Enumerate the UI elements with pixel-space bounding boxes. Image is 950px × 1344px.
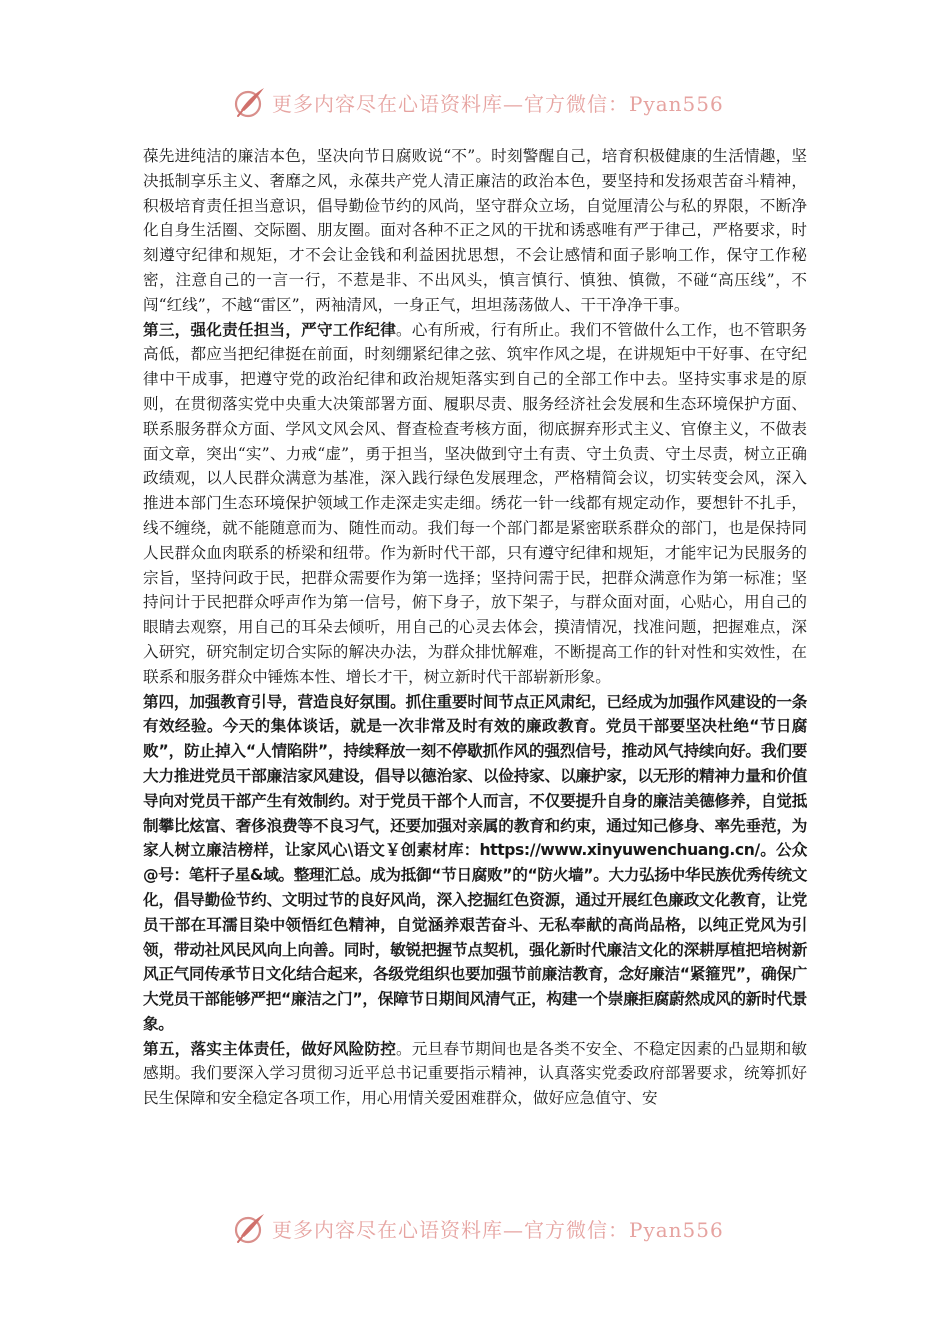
- section-heading: 第三，强化责任担当，严守工作纪律: [143, 320, 397, 339]
- footer-banner: [232, 1208, 752, 1248]
- paragraph-text: 。心有所戒，行有所止。我们不管做什么工作，也不管职务高低，都应当把纪律挺在前面，时刻绷紧纪律之弦、筑牢作风之堤，在讲规矩中干好事、在守纪律中干成事，把遵守党的政治纪律和政治规矩落实到自己的全部工作中去。坚持实事求是的原则，在贯彻落实党中央重大决策部署方面、履职尽责、服务经济社会发展和生态环境保护方面、联系服务群众方面、学风文风会风、督查检查考核方面，彻底摒弃形式主义、官僚主义，不做表面文章，突出“实”、力戒“虚”，勇于担当，坚决做到守土有责、守土负责、守土尽责，树立正确政绩观，以人民群众满意为基准，深入践行绿色发展理念，严格精简会议，切实转变会风，深入推进本部门生态环境保护领域工作走深走实走细。绣花一针一线都有规定动作，要想针不扎手，线不缠绕，就不能随意而为、随性而动。我们每一个部门都是紧密联系群众的部门，也是保持同人民群众血肉联系的桥梁和纽带。作为新时代干部，只有遵守纪律和规矩，才能牢记为民服务的宗旨，坚持问政于民，把群众需要作为第一选择；坚持问需于民，把群众满意作为第一标准；坚持问计于民把群众呼声作为第一信号，俯下身子，放下架子，与群众面对面，心贴心，用自己的眼睛去观察，用自己的耳朵去倾听，用自己的心灵去体会，摸清情况，找准问题，把握难点，深入研究，研究制定切合实际的解决办法，为群众排忧解难，不断提高工作的针对性和实效性，在联系和服务群众中锤炼本性、增长才干，树立新时代干部崭新形象。: [143, 320, 807, 686]
- header-banner: [232, 82, 752, 122]
- paragraph-text: 。元旦春节期间也是各类不安全、不稳定因素的凸显期和敏感期。我们要深入学习贯彻习近平总书记重要指示精神，认真落实党委政府部署要求，统筹抓好民生保障和安全稳定各项工作，用心用情关爱困难群众，做好应急值守、安: [143, 1039, 807, 1108]
- paragraph-4: [143, 1037, 807, 1111]
- paragraph-text: 第四，加强教育引导，营造良好氛围。抓住重要时间节点正风肃纪，已经成为加强作风建设的一条有效经验。今天的集体谈话，就是一次非常及时有效的廉政教育。党员干部要坚决杜绝“节日腐败”，防止掉入“人情陷阱”，持续释放一刻不停歇抓作风的强烈信号，推动风气持续向好。我们要大力推进党员干部廉洁家风建设，倡导以德治家、以俭持家、以廉护家，以无形的精神力量和价值导向对党员干部产生有效制约。对于党员干部个人而言，不仅要提升自身的廉洁美德修养，自觉抵制攀比炫富、奢侈浪费等不良习气，还要加强对亲属的教育和约束，通过知己修身、率先垂范，为家人树立廉洁榜样，让家风心\语文￥创素材库：https://www.xinyuwenchuang.cn/。公众@号：笔杆子星&域。整理汇总。成为抵御“节日腐败”的“防火墙”。大力弘扬中华民族优秀传统文化，倡导勤俭节约、文明过节的良好风尚，深入挖掘红色资源，通过开展红色廉政文化教育，让党员干部在耳濡目染中领悟红色精神，自觉涵养艰苦奋斗、无私奉献的高尚品格，以纯正党风为引领，带动社风民风向上向善。同时，敏锐把握节点契机，强化新时代廉洁文化的深耕厚植把培树新风正气同传承节日文化结合起来，各级党组织也要加强节前廉洁教育，念好廉洁“紧箍咒”，确保广大党员干部能够严把“廉洁之门”，保障节日期间风清气正，构建一个崇廉拒腐蔚然成风的新时代景象。: [143, 692, 807, 1033]
- section-heading: 第五，落实主体责任，做好风险防控: [143, 1039, 397, 1058]
- paragraph-3: [143, 690, 807, 1037]
- paragraph-1: [143, 144, 807, 318]
- article-body: [143, 144, 807, 1111]
- paragraph-2: [143, 318, 807, 690]
- quill-logo-icon: [232, 84, 268, 120]
- banner-text: 更多内容尽在心语资料库—官方微信：Pyan556: [272, 91, 724, 116]
- quill-logo-icon: [232, 1210, 268, 1246]
- paragraph-text: 葆先进纯洁的廉洁本色，坚决向节日腐败说“不”。时刻警醒自己，培育积极健康的生活情趣，坚决抵制享乐主义、奢靡之风，永葆共产党人清正廉洁的政治本色，要坚持和发扬艰苦奋斗精神，积极培育责任担当意识，倡导勤俭节约的风尚，坚守群众立场，自觉厘清公与私的界限，不断净化自身生活圈、交际圈、朋友圈。面对各种不正之风的干扰和诱惑唯有严于律己，严格要求，时刻遵守纪律和规矩，才不会让金钱和利益困扰思想，不会让感情和面子影响工作，保守工作秘密，注意自己的一言一行，不惹是非、不出风头，慎言慎行、慎独、慎微，不碰“高压线”，不闯“红线”，不越“雷区”，两袖清风，一身正气，坦坦荡荡做人、干干净净干事。: [143, 147, 807, 314]
- banner-text: 更多内容尽在心语资料库—官方微信：Pyan556: [272, 1217, 724, 1242]
